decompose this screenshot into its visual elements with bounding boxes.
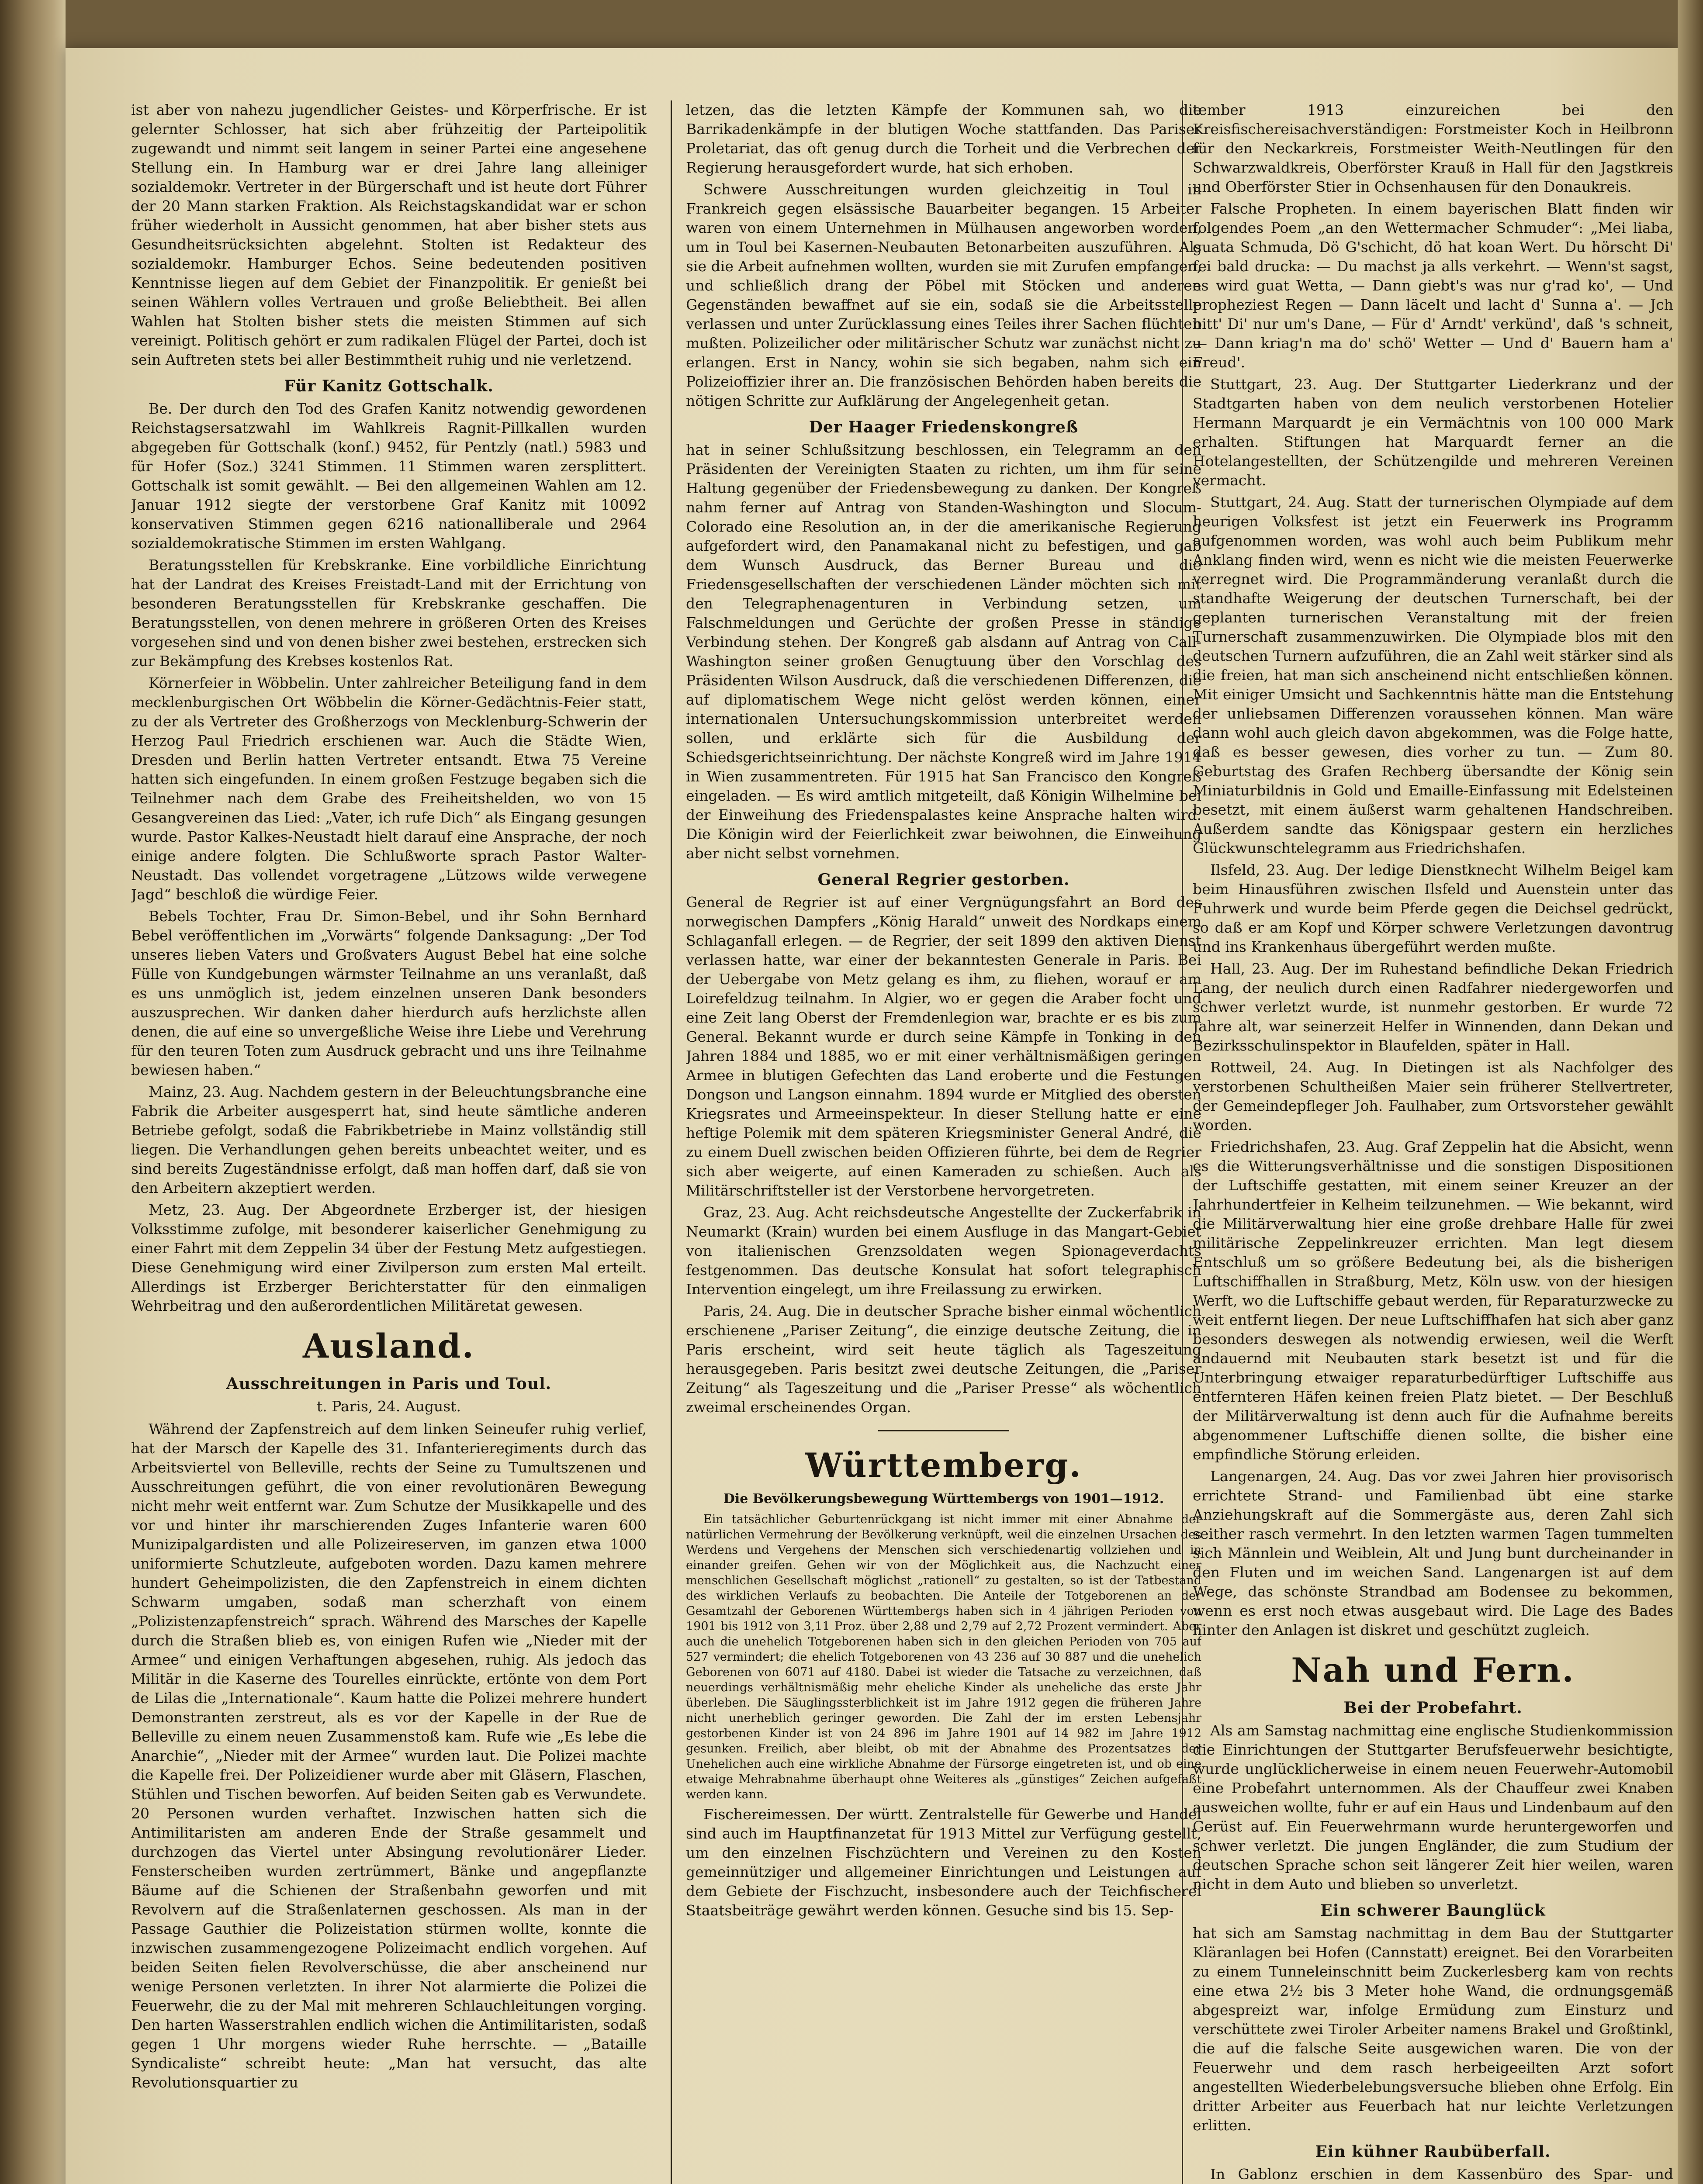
article-headline: General Regrier gestorben.	[817, 871, 1070, 889]
dateline: t. Paris, 24. August.	[317, 1398, 461, 1415]
article-paragraph: Beratungsstellen für Krebskranke. Eine vorbildliche Einrichtung hat der Landrat des Kreises Freistadt-Land mit der Errichtung von besonderen Beratungsstellen für Krebskranke geschaffen. Die Beratungsstellen, von denen mehrere in größeren Orten des Kreises vorgesehen sind und von denen bisher zwei bestehen, erstrecken sich zur Bekämpfung des Krebses kostenlos Rat.	[131, 556, 647, 670]
article-paragraph: Friedrichshafen, 23. Aug. Graf Zeppelin hat die Absicht, wenn es die Witterungsverhältnisse und die sonstigen Dispositionen der Luftschiffe gestatten, mit einem seiner Kreuzer an der Jahrhundertfeier in Kelheim teilzunehmen. — Wie bekannt, wird die Militärverwaltung hier eine große drehbare Halle für zwei militärische Zeppelinkreuzer errichten. Man legt diesem Entschluß um so größere Bedeutung bei, als die bisherigen Luftschiffhallen in Straßburg, Metz, Köln usw. von der hiesigen Werft, wo die Luftschiffe gebaut werden, für Reparaturzwecke zu weit entfernt liegen. Der neue Luftschiffhafen hat sich aber ganz besonders deswegen als notwendig erwiesen, weil die Werft andauernd mit Neubauten stark besetzt ist und für die Unterbringung etwaiger reparaturbedürftiger Luftschiffe aus entfernteren Häfen keinen freien Platz bietet. — Der Beschluß der Militärverwaltung ist denn auch für die Aufnahme bereits abgenommener Luftschiffe dienen sollte, die bisher eine empfindliche Störung erleiden.	[1193, 1138, 1673, 1463]
article-paragraph: hat in seiner Schlußsitzung beschlossen, ein Telegramm an den Präsidenten der Vereinigten Staaten zu richten, um ihm für seine Haltung gegenüber der Friedensbewegung zu danken. Der Kongreß nahm ferner auf Antrag von Standen-Washington und Slocum-Colorado eine Resolution an, in der die amerikanische Regierung aufgefordert wird, den Panamakanal nicht zu befestigen, und gab dem Wunsch Ausdruck, das Berner Bureau und die Friedensgesellschaften der verschiedenen Länder möchten sich mit den Telegraphenagenturen in Verbindung setzen, um Falschmeldungen und Gerüchte der großen Presse in ständige Verbindung stehen. Der Kongreß gab alsdann auf Antrag von Call-Washington seiner großen Genugtuung über den Vorschlag des Präsidenten Wilson Ausdruck, daß die verschiedenen Differenzen, die auf diplomatischem Wege nicht gelöst werden können, einer internationalen Untersuchungskommission unterbreitet werden sollen, und erklärte sich für die Ausbildung der Schiedsgerichtseinrichtung. Der nächste Kongreß wird im Jahre 1914 in Wien zusammentreten. Für 1915 hat San Francisco den Kongreß eingeladen. — Es wird amtlich mitgeteilt, daß Königin Wilhelmine bei der Einweihung des Friedenspalastes keine Ansprache halten wird. Die Königin wird der Feierlichkeit zwar beiwohnen, die Einweihung aber nicht selbst vornehmen.	[686, 441, 1201, 862]
article-paragraph: Körnerfeier in Wöbbelin. Unter zahlreicher Beteiligung fand in dem mecklenburgischen Ort Wöbbelin die Körner-Gedächtnis-Feier statt, zu der als Vertreter des Großherzogs von Mecklenburg-Schwerin der Herzog Paul Friedrich erschienen war. Auch die Städte Wien, Dresden und Berlin hatten Vertreter entsandt. Etwa 75 Vereine hatten sich eingefunden. In einem großen Festzuge begaben sich die Teilnehmer nach dem Grabe des Freiheitshelden, wo von 15 Gesangvereinen das Lied: „Vater, ich rufe Dich“ als Eingang gesungen wurde. Pastor Kalkes-Neustadt hielt darauf eine Ansprache, der noch einige andere folgten. Die Schlußworte sprach Pastor Walter-Neustadt. Das vollendet vorgetragene „Lützows wilde verwegene Jagd“ beschloß die würdige Feier.	[131, 674, 647, 903]
column-1	[131, 100, 647, 2184]
column-rule	[671, 100, 672, 2184]
article-headline: Ausschreitungen in Paris und Toul.	[226, 1375, 552, 1393]
article-headline: Für Kanitz Gottschalk.	[284, 377, 494, 395]
article-paragraph: Metz, 23. Aug. Der Abgeordnete Erzberger ist, der hiesigen Volksstimme zufolge, mit besonderer kaiserlicher Genehmigung zu einer Fahrt mit dem Zeppelin 34 über der Festung Metz aufgestiegen. Diese Genehmigung wird einer Zivilperson zum ersten Mal erteilt. Allerdings ist Erzberger Berichterstatter für den einmaligen Wehrbeitrag und den außerordentlichen Militäretat gewesen.	[131, 1201, 647, 1314]
section-heading: Nah und Fern.	[1291, 1651, 1575, 1690]
section-heading: Ausland.	[303, 1327, 475, 1365]
article-paragraph: tember 1913 einzureichen bei den Kreisfischereisachverständigen: Forstmeister Koch in Heilbronn für den Neckarkreis, Forstmeister Weith-Neutlingen für den Schwarzwaldkreis, Oberförster Krauß in Hall für den Jagstkreis und Oberförster Stier in Ochsenhausen für den Donaukreis.	[1193, 101, 1673, 195]
page-edge	[1678, 0, 1703, 2184]
article-paragraph: Ein tatsächlicher Geburtenrückgang ist nicht immer mit einer Abnahme der natürlichen Vermehrung der Bevölkerung verknüpft, weil die einzelnen Ursachen des Werdens und Vergehens der Menschen sich verschiedenartig vollziehen und in einander greifen. Gehen wir von der Möglichkeit aus, die Nachzucht einer menschlichen Gesellschaft möglichst „rationell“ zu gestalten, so ist der Tatbestand des wirklichen Verlaufs zu beobachten. Die Anteile der Totgeborenen an der Gesamtzahl der Geborenen Württembergs haben sich in 4 jährigen Perioden von 1901 bis 1912 von 3,11 Proz. über 2,88 und 2,79 auf 2,72 Prozent vermindert. Aber auch die unehelich Totgeborenen haben sich in den gleichen Perioden von 705 auf 527 vermindert; die ehelich Totgeborenen von 43 236 auf 30 887 und die unehelich Geborenen von 6071 auf 4180. Dabei ist wieder die Tatsache zu verzeichnen, daß neuerdings verhältnismäßig mehr eheliche Kinder als uneheliche das erste Jahr überleben. Die Säuglingssterblichkeit ist im Jahre 1912 gegen die früheren Jahre nicht unerheblich geringer geworden. Die Zahl der im ersten Lebensjahr gestorbenen Kinder ist von 24 896 im Jahre 1901 auf 14 982 im Jahre 1912 gesunken. Freilich, aber bleibt, ob mit der Abnahme des Prozentsatzes der Unehelichen auch eine wirkliche Abnahme der Fürsorge eingetreten ist, und ob eine etwaige Mehrabnahme überhaupt ohne Weiteres als „günstiges“ Zeichen aufgefaßt werden kann.	[686, 1513, 1201, 1801]
article-paragraph: Be. Der durch den Tod des Grafen Kanitz notwendig gewordenen Reichstagsersatzwahl im Wahlkreis Ragnit-Pillkallen wurden abgegeben für Gottschalk (konſ.) 9452, für Pentzly (natl.) 5983 und für Hofer (Soz.) 3241 Stimmen. 11 Stimmen waren zersplittert. Gottschalk ist somit gewählt. — Bei den allgemeinen Wahlen am 12. Januar 1912 siegte der verstorbene Graf Kanitz mit 10092 konservativen Stimmen gegen 6216 nationalliberale und 2964 sozialdemokratische Stimmen im ersten Wahlgang.	[131, 400, 647, 552]
article-paragraph: Ilsfeld, 23. Aug. Der ledige Dienstknecht Wilhelm Beigel kam beim Hinausführen zwischen Ilsfeld und Auenstein unter das Fuhrwerk und wurde beim Pferde gegen die Deichsel gedrückt, so daß er am Kopf und Körper schwere Verletzungen davontrug und ins Krankenhaus übergeführt werden mußte.	[1193, 861, 1673, 955]
article-paragraph: Falsche Propheten. In einem bayerischen Blatt finden wir folgendes Poem „an den Wettermacher Schmuder“: „Mei liaba, guata Schmuda, Dö G'schicht, dö hat koan Wert. Du hörscht Di' fei bald drucka: — Du machst ja alls verkehrt. — Wenn'st sagst, es wird guat Wetta, — Dann giebt's was nur g'rad ko', — Und propheziest Regen — Dann läcelt und lacht d' Sunna a'. — Jch bitt' Di' nur um's Dane, — Für d' Arndt' verkünd', daß 's schneit, — Dann kriag'n ma do' schö' Wetter — Und d' Bauern ham a' Freud'.	[1193, 200, 1673, 371]
article-paragraph: Schwere Ausschreitungen wurden gleichzeitig in Toul in Frankreich gegen elsässische Bauarbeiter begangen. 15 Arbeiter waren von einem Unternehmen in Mülhausen angeworben worden, um in Toul bei Kasernen-Neubauten Betonarbeiten auszuführen. Als sie die Arbeit aufnehmen wollten, wurden sie mit Zurufen empfangen, und schließlich drang der Pöbel mit Stöcken und anderen Gegenständen bewaffnet auf sie ein, sodaß sie die Arbeitsstelle verlassen und unter Zurücklassung eines Teiles ihrer Sachen flüchten mußten. Polizeilicher oder militärischer Schutz war zunächst nicht zu erlangen. Erst in Nancy, wohin sie sich begaben, nahm sich ein Polizeioffizier ihrer an. Die französischen Behörden haben bereits die nötigen Schritte zur Aufklärung der Angelegenheit getan.	[686, 181, 1201, 409]
article-paragraph: Fischereimessen. Der württ. Zentralstelle für Gewerbe und Handel sind auch im Hauptfinanzetat für 1913 Mittel zur Verfügung gestellt, um den einzelnen Fischzüchtern und Vereinen zu den Kosten gemeinnütziger und allgemeiner Einrichtungen und Leistungen auf dem Gebiete der Fischzucht, insbesondere auch der Teichfischerei Staatsbeiträge gewährt werden können. Gesuche sind bis 15. Sep-	[686, 1806, 1201, 1919]
article-paragraph: letzen, das die letzten Kämpfe der Kommunen sah, wo die Barrikadenkämpfe in der blutigen Woche stattfanden. Das Pariser Proletariat, das oft genug durch die Torheit und die Verbrechen der Regierung herausgefordert wurde, hat sich erhoben.	[686, 101, 1201, 176]
article-headline: Die Bevölkerungsbewegung Württembergs von 1901—1912.	[723, 1491, 1164, 1507]
article-paragraph: Langenargen, 24. Aug. Das vor zwei Jahren hier provisorisch errichtete Strand- und Familienbad übt eine starke Anziehungskraft auf die Sommergäste aus, deren Zahl sich seither rasch vermehrt. In den letzten warmen Tagen tummelten sich Männlein und Weiblein, Alt und Jung bunt durcheinander in den Fluten und im weichen Sand. Langenargen ist auf dem Wege, das schönste Strandbad am Bodensee zu bekommen, wenn es erst noch etwas ausgebaut wird. Die Lage des Bades hinter den Anlagen ist diskret und geschützt zugleich.	[1193, 1468, 1673, 1638]
article-paragraph: hat sich am Samstag nachmittag in dem Bau der Stuttgarter Kläranlagen bei Hofen (Cannstatt) ereignet. Bei den Vorarbeiten zu einem Tunneleinschnitt beim Zuckerlesberg kam von rechts eine etwa 2½ bis 3 Meter hohe Wand, die ordnungsgemäß abgespreizt war, infolge Ermüdung zum Einsturz und verschüttete zwei Tiroler Arbeiter namens Brakel und Großtinkl, die auf die falsche Seite ausgewichen waren. Die von der Feuerwehr und dem rasch herbeigeeilten Arzt sofort angestellten Wiederbelebungsversuche blieben ohne Erfolg. Ein dritter Arbeiter aus Feuerbach hat nur leichte Verletzungen erlitten.	[1193, 1925, 1673, 2134]
column-2	[686, 100, 1201, 2184]
article-paragraph: In Gablonz erschien in dem Kassenbüro des Spar- und	[1210, 2166, 1673, 2183]
article-headline: Bei der Probefahrt.	[1343, 1699, 1523, 1717]
article-paragraph: Stuttgart, 24. Aug. Statt der turnerischen Olympiade auf dem heurigen Volksfest ist jetzt ein Feuerwerk ins Programm aufgenommen worden, was wohl auch beim Publikum mehr Anklang finden wird, wenn es nicht wie die meisten Feuerwerke verregnet wird. Die Programmänderung veranlaßt durch die standhafte Weigerung der deutschen Turnerschaft, bei der geplanten turnerischen Veranstaltung mit der freien Turnerschaft zusammenzuwirken. Die Olympiade blos mit den deutschen Turnern aufzuführen, die an Zahl weit stärker sind als die freien, hat man sich anscheinend nicht entschließen können. Mit einiger Umsicht und Sachkenntnis hätte man die Entstehung der unliebsamen Differenzen voraussehen können. Man wäre dann wohl auch gleich davon abgekommen, was die Folge hatte, daß es besser gewesen, dies vorher zu tun. — Zum 80. Geburtstag des Grafen Rechberg übersandte der König sein Miniaturbildnis in Gold und Emaille-Einfassung mit Edelsteinen besetzt, mit einem äußerst warm gehaltenen Handschreiben. Außerdem sandte das Königspaar gestern ein herzliches Glückwunschtelegramm aus Friedrichshafen.	[1193, 494, 1673, 857]
article-paragraph: General de Regrier ist auf einer Vergnügungsfahrt an Bord des norwegischen Dampfers „König Harald“ unweit des Nordkaps einem Schlaganfall erlegen. — de Regrier, der seit 1899 den aktiven Dienst verlassen hatte, war einer der bekanntesten Generale in Paris. Bei der Uebergabe von Metz gelang es ihm, zu fliehen, worauf er am Loirefeldzug teilnahm. In Algier, wo er gegen die Araber focht und eine Zeit lang Oberst der Fremdenlegion war, brachte er es bis zum General. Bekannt wurde er durch seine Kämpfe in Tonking in den Jahren 1884 und 1885, wo er mit einer verhältnismäßigen geringen Armee in blutigen Gefechten das Land eroberte und die Festungen Dongson und Langson einnahm. 1894 wurde er Mitglied des obersten Kriegsrates und Armeeinspekteur. In dieser Stellung hatte er eine heftige Polemik mit dem späteren Kriegsminister General André, die zu einem Duell zwischen beiden Offizieren führte, bei dem de Regrier sich aber weigerte, auf einen Kameraden zu schießen. Auch als Militärschriftsteller ist der Verstorbene hervorgetreten.	[686, 894, 1201, 1199]
article-headline: Ein schwerer Baunglück	[1320, 1901, 1546, 1920]
book-binding	[0, 0, 66, 2184]
article-paragraph: Stuttgart, 23. Aug. Der Stuttgarter Liederkranz und der Stadtgarten haben von dem neulich verstorbenen Hotelier Hermann Marquardt je ein Vermächtnis von 100 000 Mark erhalten. Stiftungen hat Marquardt ferner an die Hotelangestellten, der Schützengilde und mehreren Vereinen vermacht.	[1193, 376, 1673, 489]
article-headline: Der Haager Friedenskongreß	[809, 418, 1079, 436]
article-paragraph: Während der Zapfenstreich auf dem linken Seineufer ruhig verlief, hat der Marsch der Kapelle des 31. Infanterieregiments durch das Arbeitsviertel von Belleville, rechts der Seine zu Tumultszenen und Ausschreitungen geführt, die von einer revolutionären Bewegung nicht mehr weit entfernt war. Zum Schutze der Musikkapelle und des vor und hinter ihr marschierenden Zuges Infanterie waren 600 Munizipalgardisten und alle Polizeireserven, im ganzen etwa 1000 uniformierte Schutzleute, aufgeboten worden. Dazu kamen mehrere hundert Geheimpolizisten, die den Zapfenstreich in einem dichten Schwarm umgaben, sodaß man scherzhaft von einem „Polizistenzapfenstreich“ sprach. Während des Marsches der Kapelle durch die Straßen blieb es, von einigen Rufen wie „Nieder mit der Armee“ und einigen Verhaftungen abgesehen, ruhig. Als jedoch das Militär in die Kaserne des Tourelles einrückte, ertönte von dem Port de Lilas die „Internationale“. Kaum hatte die Polizei mehrere hundert Demonstranten zerstreut, als es vor der Kapelle in der Rue de Belleville zu einem neuen Zusammenstoß kam. Rufe wie „Es lebe die Anarchie“, „Nieder mit der Armee“ wurden laut. Die Polizei machte die Kapelle frei. Der Polizeidiener wurde aber mit Gläsern, Flaschen, Stühlen und Tischen beworfen. Auf beiden Seiten gab es Verwundete. 20 Personen wurden verhaftet. Inzwischen hatten sich die Antimilitaristen am anderen Ende der Straße gesammelt und durchzogen das Viertel unter Absingung revolutionärer Lieder. Fensterscheiben wurden zertrümmert, Bänke und angepflanzte Bäume auf die Schienen der Straßenbahn geworfen und mit Revolvern auf die Straßenlaternen geschossen. Als man in der Passage Gauthier die Polizeistation stürmen wollte, konnte die inzwischen zusammengezogene Polizeimacht endlich vorgehen. Auf beiden Seiten fielen Revolverschüsse, die aber anscheinend nur wenige Personen verletzten. In ihrer Not alarmierte die Polizei die Feuerwehr, die zu der Mal mit mehreren Schlauchleitungen vorging. Den harten Wasserstrahlen endlich wichen die Antimilitaristen, sodaß gegen 1 Uhr morgens wieder Ruhe herrschte. — „Bataille Syndicaliste“ schreibt heute: „Man hat versucht, das alte Revolutionsquartier zu	[131, 1420, 647, 2091]
section-divider	[878, 1430, 1009, 1431]
article-paragraph: Hall, 23. Aug. Der im Ruhestand befindliche Dekan Friedrich Lang, der neulich durch einen Radfahrer niedergeworfen und schwer verletzt wurde, ist nunmehr gestorben. Er wurde 72 Jahre alt, war seinerzeit Helfer in Winnenden, dann Dekan und Bezirksschulinspektor in Blaufelden, später in Hall.	[1193, 960, 1673, 1054]
article-headline: Ein kühner Raubüberfall.	[1315, 2143, 1551, 2161]
article-paragraph: Paris, 24. Aug. Die in deutscher Sprache bisher einmal wöchentlich erschienene „Pariser Zeitung“, die einzige deutsche Zeitung, die in Paris erscheint, wird seit heute täglich als Tageszeitung herausgegeben. Paris besitzt zwei deutsche Zeitungen, die „Pariser Zeitung“ als Tageszeitung und die „Pariser Presse“ als wöchentlich zweimal erscheinendes Organ.	[686, 1303, 1201, 1416]
article-paragraph: Bebels Tochter, Frau Dr. Simon-Bebel, und ihr Sohn Bernhard Bebel veröffentlichen im „Vorwärts“ folgende Danksagung: „Der Tod unseres lieben Vaters und Großvaters August Bebel hat eine solche Fülle von Kundgebungen wärmster Teilnahme an uns veranlaßt, daß es uns unmöglich ist, jedem einzelnen unseren Dank besonders auszusprechen. Wir danken daher hierdurch aufs herzlichste allen denen, die auf eine so unvergeßliche Weise ihre Liebe und Verehrung für den teuren Toten zum Ausdruck gebracht und uns ihre Teilnahme bewiesen haben.“	[131, 908, 647, 1078]
article-paragraph: Rottweil, 24. Aug. In Dietingen ist als Nachfolger des verstorbenen Schultheißen Maier sein früherer Stellvertreter, der Gemeindepfleger Joh. Faulhaber, zum Ortsvorsteher gewählt worden.	[1193, 1059, 1673, 1133]
article-paragraph: Mainz, 23. Aug. Nachdem gestern in der Beleuchtungsbranche eine Fabrik die Arbeiter ausgesperrt hat, sind heute sämtliche anderen Betriebe gefolgt, sodaß die Fabrikbetriebe in Mainz vollständig still liegen. Die Verhandlungen gehen bereits unbeachtet weiter, und es sind bereits Zugeständnisse erfolgt, daß man hoffen darf, daß sie von den Arbeitern akzeptiert werden.	[131, 1083, 647, 1196]
article-paragraph: Als am Samstag nachmittag eine englische Studienkommission die Einrichtungen der Stuttgarter Berufsfeuerwehr besichtigte, wurde unglücklicherweise in einem neuen Feuerwehr-Automobil eine Probefahrt unternommen. Als der Chauffeur zwei Knaben ausweichen wollte, fuhr er auf ein Haus und Lindenbaum auf den Gerüst auf. Ein Feuerwehrmann wurde heruntergeworfen und schwer verletzt. Die jungen Engländer, die zum Studium der deutschen Sprache schon seit längerer Zeit hier weilen, waren nicht in dem Auto und blieben so unverletzt.	[1193, 1722, 1673, 1893]
column-3	[1193, 100, 1673, 2184]
article-paragraph: Graz, 23. Aug. Acht reichsdeutsche Angestellte der Zuckerfabrik in Neumarkt (Krain) wurden bei einem Ausfluge in das Mangart-Gebiet von italienischen Grenzsoldaten wegen Spionageverdachts festgenommen. Das deutsche Konsulat hat sofort telegraphisch Intervention eingelegt, um ihre Freilassung zu erwirken.	[686, 1204, 1201, 1298]
article-paragraph: ist aber von nahezu jugendlicher Geistes- und Körperfrische. Er ist gelernter Schlosser, hat sich aber frühzeitig der Parteipolitik zugewandt und nimmt seit langem in seiner Partei eine angesehene Stellung ein. In Hamburg war er drei Jahre lang alleiniger sozialdemokr. Vertreter in der Bürgerschaft und ist heute dort Führer der 20 Mann starken Fraktion. Als Reichstagskandidat war er schon früher wiederholt in Aussicht genommen, hat aber bisher stets aus Gesundheitsrücksichten abgelehnt. Stolten ist Redakteur des sozialdemokr. Hamburger Echos. Seine bedeutenden positiven Kenntnisse liegen auf dem Gebiet der Finanzpolitik. Er genießt bei seinen Wählern volles Vertrauen und große Beliebtheit. Bei allen Wahlen hat Stolten bisher stets die meisten Stimmen auf sich vereinigt. Politisch gehört er zum radikalen Flügel der Partei, doch ist sein Auftreten stets bei aller Bestimmtheit ruhig und nie verletzend.	[131, 101, 647, 368]
section-heading: Württemberg.	[805, 1446, 1082, 1485]
